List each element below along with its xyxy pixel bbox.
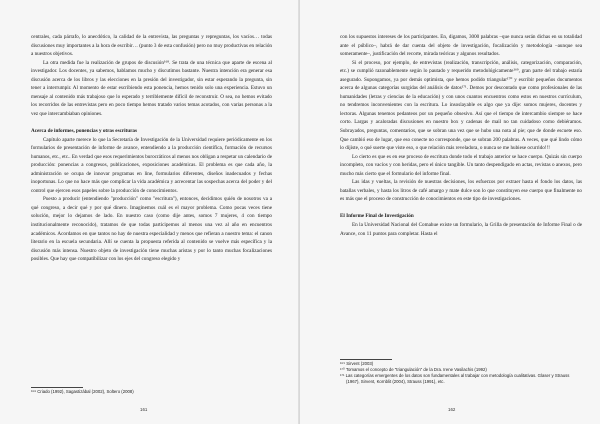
right-paragraph-1: con los supuestos intereses de los participantes. En, digamos, 3000 palabras –que nunca serán dichas en su totalidad ante el público–, habrá de dar cuenta del objeto de investigación, focalización y metodología –aunque sea someramente–, justificación del recorte, mirada teóricas y algunos resultados. [340,34,582,58]
right-paragraph-5: En la Universidad Nacional del Comahue existe un formulario, la Grilla de presentación de Informe Final o de Avance, con 11 puntos para completar. Hasta el [340,221,582,237]
right-paragraph-3: Lo cierto es que es en ese proceso de escritura donde todo el trabajo anterior se hace cuerpo. Quizás sin cuerpo incompleto, con vacíos y con heridas, pero el único tangible. Un tanto despendigado en actas, revistas o anexos, pero mucho más cierto que el formulario del informe final. [340,153,582,177]
right-footnote-rule [340,359,392,360]
right-page-body [340,33,582,238]
right-section-heading: El Informe Final de Investigación [340,213,414,220]
footnote: ¹⁶⁸ Criado (1992), Sagastizábal (2002), Soltero (2008) [31,389,134,394]
right-footnotes [340,361,582,385]
right-page-number: 162 [448,407,456,412]
left-footnotes [31,389,272,395]
right-page [300,0,600,424]
left-paragraph-3: Capítulo aparte merece lo que la Secretaría de Investigación de la Universidad requiere periódicamente en los formularios de presentación de informe de avance, entendiendo a la producción científica, formación de recursos humanos, etc., etc.. En verdad que esos requerimientos burocráticos al menos nos obligan a respetar un calendario de producción: ponencias a congresos, publicaciones, exposiciones académicas. El problema es que cada año, la administración se ocupa de innovar programas en line, formularios diferentes, diseños inadecuados y fechas inoportunas. Lo que no hace más que complicar la vida académica y acrecentar las sospechas acerca del poder y del control que ejercen esos papeles sobre la producción de conocimientos. [31,136,272,194]
left-footnote-rule [31,387,83,388]
right-paragraph-2: Si el proceso, por ejemplo, de entrevistas (realización, transcripción, análisis, categorización, comparación, etc.) se cumplió razonablemente según lo pautado y requerido metodológicamente¹⁶⁹, gran parte del trabajo estaría asegurado. Supongamos, ya por demás optimista, que hemos podido triangular¹⁷⁰ y escribir pequeños documentos acerca de algunas categorías surgidas del análisis de datos¹⁷¹. Demos por descontado que como profesionales de las humanidades (letras y ciencias de la educación) y con unos cuantos encuentros como estos en nuestros currículum, no tendremos inconvenientes con la escritura. Lo insoslayable es algo que ya dije: somos mujeres, docentes y lectoras. Algunas tenemos pedanteos por un pequeño obsesivo. Así que el tiempo de intercambio siempre se hace corto. Largas y acaloradas discusiones en nuestro box y cadenas de mail no tan cuidadoso como debiéramos. Subrayados, preguntas, comentarios, que se sobran una vez que se hubo una nota al pie; que de donde escuete eso. Que cambió eso de lugar, que eso conecte no corresponde, que se sobran 200 palabras. A veces, que qué lindo cómo lo dijiste, o qué suerte que viste eso, o que relación más reveladora, o nunca se me hubiese ocurrido!!! [340,59,582,152]
left-section-heading: Acerca de informes, ponencias y otras escrituras [31,127,137,134]
left-paragraph-2: La otra medida fue la realización de grupos de discusión¹⁶⁸. Se trata de una técnica que aparte de escena al investigador. Los docentes, ya sabemos, hablamos mucho y discutimos bastante. Nuestra intención era generar esa discusión acerca de los libros y las elecciones en la presión del investigador, sin estar esperando la pregunta, sin tener a interrumpir. Al momento de estar escribiendo esta ponencia, hemos tenido solo una experiencia. Estuvo un mensaje al contenido más trabajoso que lo esperado y terriblemente difícil de reconstruir. O sea, no hemos evitado los recorridos de las entrevistas pero en poco tiempo hemos tratado varios temas acotados, con varias personas a la vez que intercambiaban opiniones. [31,59,272,117]
left-page-number: 161 [140,407,148,412]
left-paragraph-1: centrales, cada párrafo, lo anecdótico, la calidad de la entrevista, las preguntas y repreguntas, los vacíos… todas discusiones muy importantes a la hora de escribir… (punto 3 de esta confusión) pero no muy productivas en relación a nuestros objetivos. [31,34,272,58]
footnote: ¹⁶⁹ Sirvent (2003) [340,361,374,366]
footnote: ¹⁷¹ Las categorías emergentes de los datos son fundamentales al trabajar con metodología cualitativas. Glaser y Strauss (1967), Sirvent, Kornblit (2004), Strauss (1991), etc. [340,373,570,384]
left-page-body [31,33,272,264]
footnote: ¹⁷⁰ Tomamos el concepto de "triangulación" de la Dra. Irene Vasilachis (1992) [340,367,487,372]
left-paragraph-4: Puesto a producir (entendiendo "producción" como "escritura"), entonces, decidimos quién de nosotros va a qué congreso, a decir qué y por qué dinero. Imaginemos cuál es el mayor problema. Como pocas veces tiene solución, mejor lo dejamos de lado. En nuestro caso (como dije antes, somos 7 mujeres, 4 con tiempo institucionalmente reconocido), tratamos de que todas participemos al menos una vez al año en encuentros académicos. Acordamos en que tantos no hay de nuestra especialidad y menos que refieran a nuestro tema: el canon literario en la escuela secundaria. Allí se cuenta la propuesta referida al contenido se vuelve más específica y la discusión más intensa. Nuestro objeto de investigación tiene muchas aristas y por lo tanto muchas focalizaciones posibles. Que hay que compatibilizar con los ejes del congreso elegido y [31,196,272,263]
right-paragraph-4: Las idas y vueltas, la revisión de nuestras decisiones, los esfuerzos por extraer hasta el fondo los datos, las batallas verbales, y hasta los litros de café amargo y mate dulce son lo que constituyen ese cuerpo que finalmente no es más que el proceso de construcción de conocimientos en este tipo de investigaciones. [340,179,582,203]
